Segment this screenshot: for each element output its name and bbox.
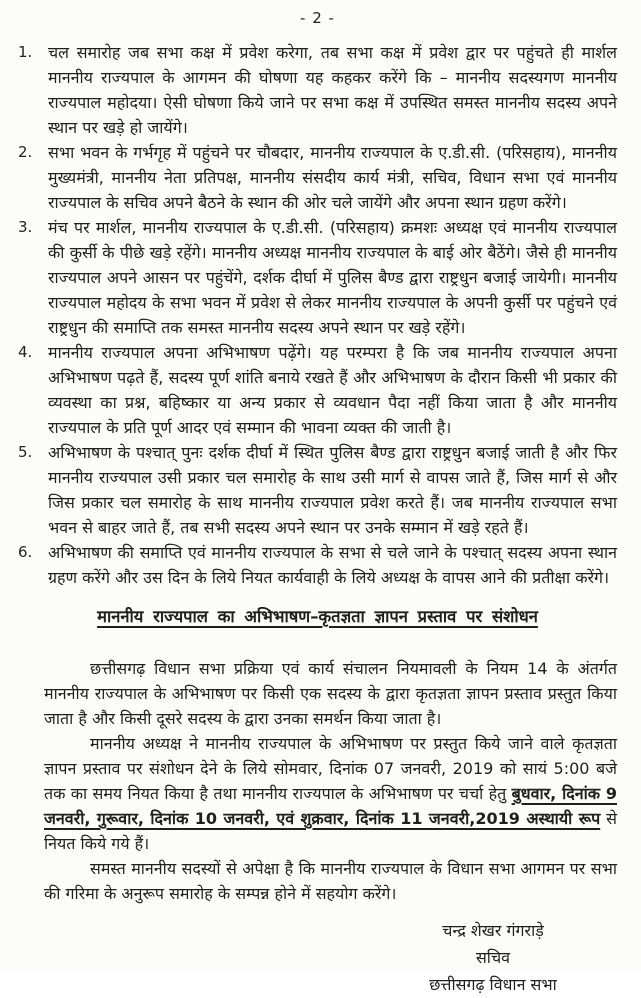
schedule-text-lead: माननीय अध्यक्ष ने माननीय राज्यपाल के अभिभाषण पर प्रस्तुत किये जाने वाले कृतज्ञता ज्ञापन प्रस्ताव पर संशोधन देने के लिये सोमवार, दिनांक 07 जनवरी, 2019 को सायं 5:00 बजे तक का समय नियत किया है तथा माननीय राज्यपाल के अभिभाषण पर चर्चा हेतु — [44, 734, 617, 803]
list-item-number: 5. — [18, 443, 33, 461]
page-number: - 2 - — [300, 9, 335, 27]
section-heading-wrap — [18, 604, 617, 629]
list-item-number: 1. — [18, 43, 33, 61]
procedure-list — [18, 40, 617, 590]
signature-block — [373, 917, 613, 998]
list-item-3 — [18, 215, 617, 340]
signatory-name: चन्द्र शेखर गंगराड़े — [442, 921, 544, 940]
signatory-organization: छत्तीसगढ़ विधान सभा — [429, 975, 557, 994]
schedule-text-tail: से नियत किये गये हैं। — [44, 809, 617, 853]
list-item-2 — [18, 140, 617, 215]
list-item-text: अभिभाषण की समाप्ति एवं माननीय राज्यपाल के सभा से चले जाने के पश्चात् सदस्य अपना स्थान ग्रहण करेंगे और उस दिन के लिये नियत कार्यवाही के लिये अध्यक्ष के वापस आने की प्रतीक्षा करेंगे। — [48, 543, 617, 587]
paragraph-schedule — [44, 731, 617, 856]
list-item-text: सभा भवन के गर्भगृह में पहुंचने पर चौबदार, माननीय राज्यपाल के ए.डी.सी. (परिसहाय), माननीय मुख्यमंत्री, माननीय नेता प्रतिपक्ष, माननीय संसदीय कार्य मंत्री, सचिव, विधान सभा एवं माननीय राज्यपाल के सचिव अपने बैठने के स्थान की ओर चले जायेंगे और अपना स्थान ग्रहण करेंगे। — [48, 143, 617, 212]
schedule-dates-emphasis: बुधवार, दिनांक 9 जनवरी, गुरूवार, दिनांक 10 जनवरी, एवं शुक्रवार, दिनांक 11 जनवरी,2019 अस्थायी रूप — [44, 784, 617, 828]
list-item-4 — [18, 340, 617, 440]
list-item-6 — [18, 540, 617, 590]
list-item-number: 4. — [18, 343, 33, 361]
list-item-5 — [18, 440, 617, 540]
paragraph-expectation: समस्त माननीय सदस्यों से अपेक्षा है कि माननीय राज्यपाल के विधान सभा आगमन पर सभा की गरिमा के अनुरूप समारोह के सम्पन्न होने में सहयोग करेंगे। — [44, 859, 617, 903]
paragraph-rule14: छत्तीसगढ़ विधान सभा प्रक्रिया एवं कार्य संचालन नियमावली के नियम 14 के अंतर्गत माननीय राज्यपाल के अभिभाषण पर किसी एक सदस्य के द्वारा कृतज्ञता ज्ञापन प्रस्ताव प्रस्तुत किया जाता है और किसी दूसरे सदस्य के द्वारा उनका समर्थन किया जाता है। — [44, 659, 617, 728]
list-item-text: चल समारोह जब सभा कक्ष में प्रवेश करेगा, तब सभा कक्ष में प्रवेश द्वार पर पहुंचते ही मार्शल माननीय राज्यपाल के आगमन की घोषणा यह कहकर करेंगे कि – माननीय सदस्यगण माननीय राज्यपाल महोदया। ऐसी घोषणा किये जाने पर सभा कक्ष में उपस्थित समस्त माननीय सदस्य अपने स्थान पर खड़े हो जायेंगे। — [48, 43, 617, 137]
list-item-text: माननीय राज्यपाल अपना अभिभाषण पढ़ेंगे। यह परम्परा है कि जब माननीय राज्यपाल अपना अभिभाषण पढ़ते हैं, सदस्य पूर्ण शांति बनाये रखते हैं और अभिभाषण के दौरान किसी भी प्रकार की व्यवस्था का प्रश्न, बहिष्कार या अन्य प्रकार से व्यवधान पैदा नहीं किया जाता है और माननीय राज्यपाल के प्रति पूर्ण आदर एवं सम्मान की भावना व्यक्त की जाती है। — [48, 343, 617, 437]
list-item-number: 2. — [18, 143, 33, 161]
list-item-1 — [18, 40, 617, 140]
list-item-number: 3. — [18, 218, 33, 236]
list-item-text: अभिभाषण के पश्चात् पुनः दर्शक दीर्घा में स्थित पुलिस बैण्ड द्वारा राष्ट्रधुन बजाई जाती है और फिर माननीय राज्यपाल उसी प्रकार चल समारोह के साथ उसी मार्ग से वापस जाते हैं, जिस मार्ग से और जिस प्रकार चल समारोह के साथ माननीय राज्यपाल प्रवेश करते हैं। जब माननीय राज्यपाल सभा भवन से बाहर जाते हैं, तब सभी सदस्य अपने स्थान पर उनके सम्मान में खड़े रहते हैं। — [48, 443, 617, 537]
section-heading: माननीय राज्यपाल का अभिभाषण–कृतज्ञता ज्ञापन प्रस्ताव पर संशोधन — [97, 607, 538, 626]
signatory-designation: सचिव — [475, 948, 511, 967]
list-item-text: मंच पर मार्शल, माननीय राज्यपाल के ए.डी.सी. (परिसहाय) क्रमशः अध्यक्ष एवं माननीय राज्यपाल की कुर्सी के पीछे खड़े रहेंगे। माननीय अध्यक्ष माननीय राज्यपाल के बाई ओर बैठेंगे। जैसे ही माननीय राज्यपाल अपने आसन पर पहुंचेंगे, दर्शक दीर्घा में पुलिस बैण्ड द्वारा राष्ट्रधुन बजाई जायेगी। माननीय राज्यपाल महोदय के सभा भवन में प्रवेश से लेकर माननीय राज्यपाल के अपनी कुर्सी पर पहुंचने एवं राष्ट्रधुन की समाप्ति तक समस्त माननीय सदस्य अपने स्थान पर खड़े रहेंगे। — [48, 218, 617, 337]
list-item-number: 6. — [18, 543, 33, 561]
